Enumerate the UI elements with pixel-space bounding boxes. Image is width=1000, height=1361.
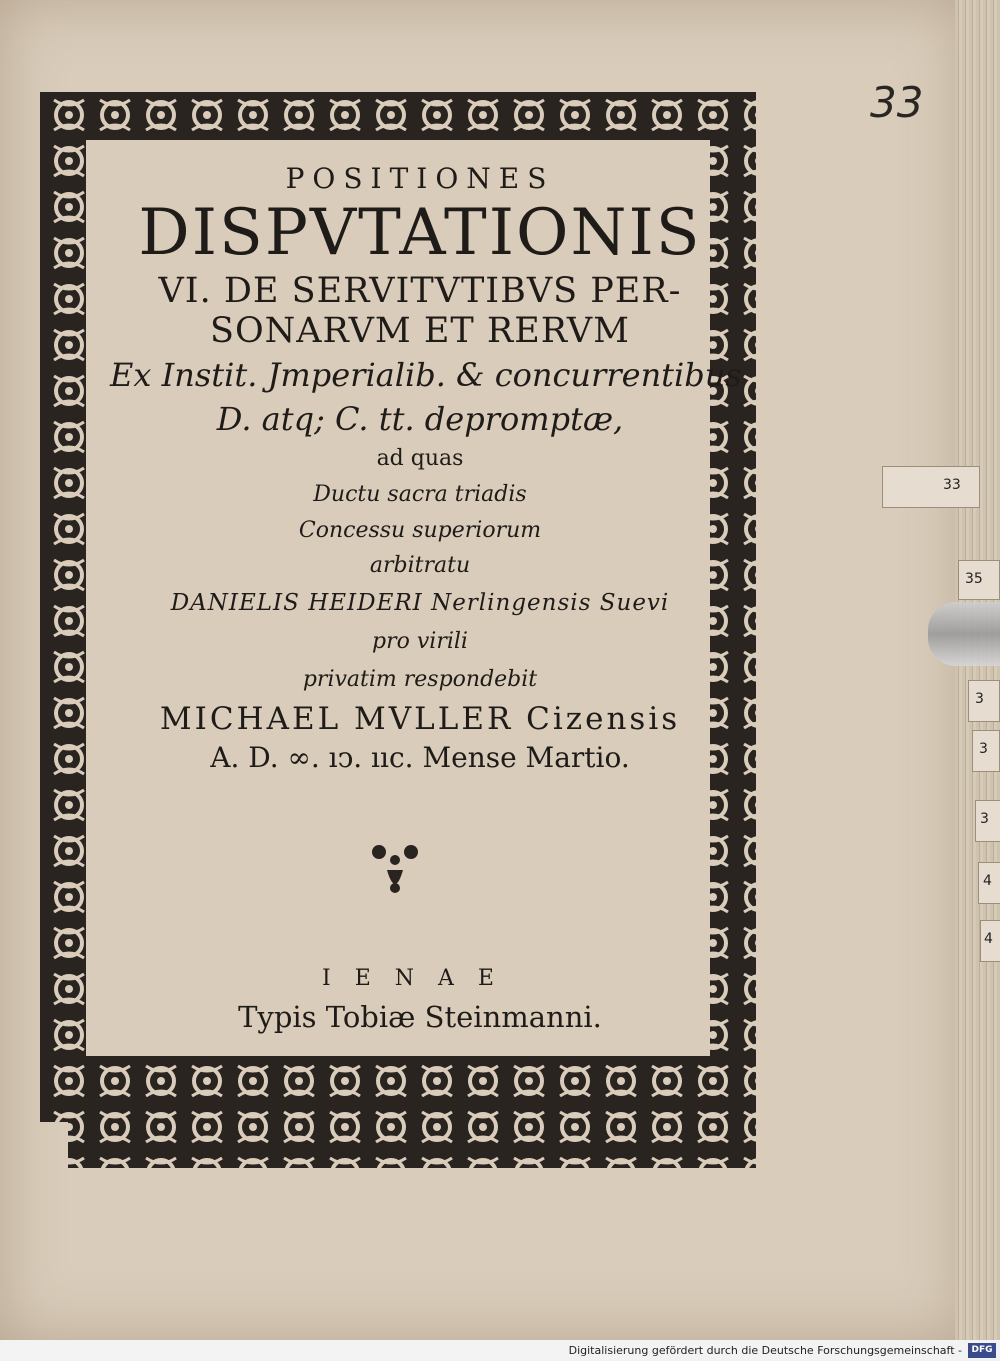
- side-tab-5: [975, 800, 1000, 842]
- side-tab-label: 4: [984, 931, 993, 947]
- border-left: [40, 92, 86, 1122]
- handwritten-folio-number: 33: [870, 78, 924, 127]
- title-line-ad-quas: ad quas: [376, 446, 464, 471]
- title-block: [110, 160, 742, 777]
- title-line-date: A. D. ∞. ıↄ. ııc. Mense Martio.: [210, 741, 630, 774]
- border-bottom-2: [68, 1122, 756, 1168]
- title-line-respondebit: privatim respondebit: [302, 667, 538, 692]
- side-tab-label: 3: [975, 691, 984, 707]
- border-top: [40, 92, 720, 140]
- dfg-logo: DFG: [968, 1343, 996, 1358]
- title-line-institutionibus: Ex Instit. Jmperialib. & concurrentibus: [110, 356, 742, 394]
- digitization-footer: [0, 1340, 1000, 1361]
- side-tab-label: 3: [979, 741, 988, 757]
- title-line-disputationis: DISPVTATIONIS: [138, 196, 702, 270]
- title-line-positiones: POSITIONES: [285, 162, 555, 195]
- title-line-sonarum: SONARVM ET RERVM: [209, 311, 631, 351]
- side-tab-7: [980, 920, 1000, 962]
- title-line-servitutibus: VI. DE SERVITVTIBVS PER-: [158, 271, 682, 311]
- title-line-ductu: Ductu sacra triadis: [313, 482, 527, 507]
- title-line-praeses: DANIELIS HEIDERI Nerlingensis Suevi: [170, 590, 670, 616]
- title-line-respondent: MICHAEL MVLLER Cizensis: [159, 701, 681, 737]
- title-line-pro-virili: pro virili: [372, 629, 468, 654]
- side-tab-6: [978, 862, 1000, 904]
- title-line-depromptae: D. atq; C. tt. depromptæ,: [216, 400, 624, 438]
- footer-credit: Digitalisierung gefördert durch die Deutsche Forschungsgemeinschaft -: [568, 1344, 962, 1357]
- side-tab-4: [972, 730, 1000, 772]
- side-tab-label: 4: [983, 873, 992, 889]
- side-tab-3: [968, 680, 1000, 722]
- imprint-printer: Typis Tobiæ Steinmanni.: [238, 1000, 602, 1034]
- side-tab-label: 35: [965, 571, 983, 587]
- title-line-concessu: Concessu superiorum: [298, 518, 542, 543]
- border-bottom: [68, 1056, 756, 1122]
- side-tab-label: 3: [980, 811, 989, 827]
- side-tab-label: 33: [943, 477, 961, 493]
- fleuron-ornament: [365, 838, 425, 898]
- title-line-arbitratu: arbitratu: [369, 553, 471, 578]
- imprint-place: IENAE: [322, 966, 518, 991]
